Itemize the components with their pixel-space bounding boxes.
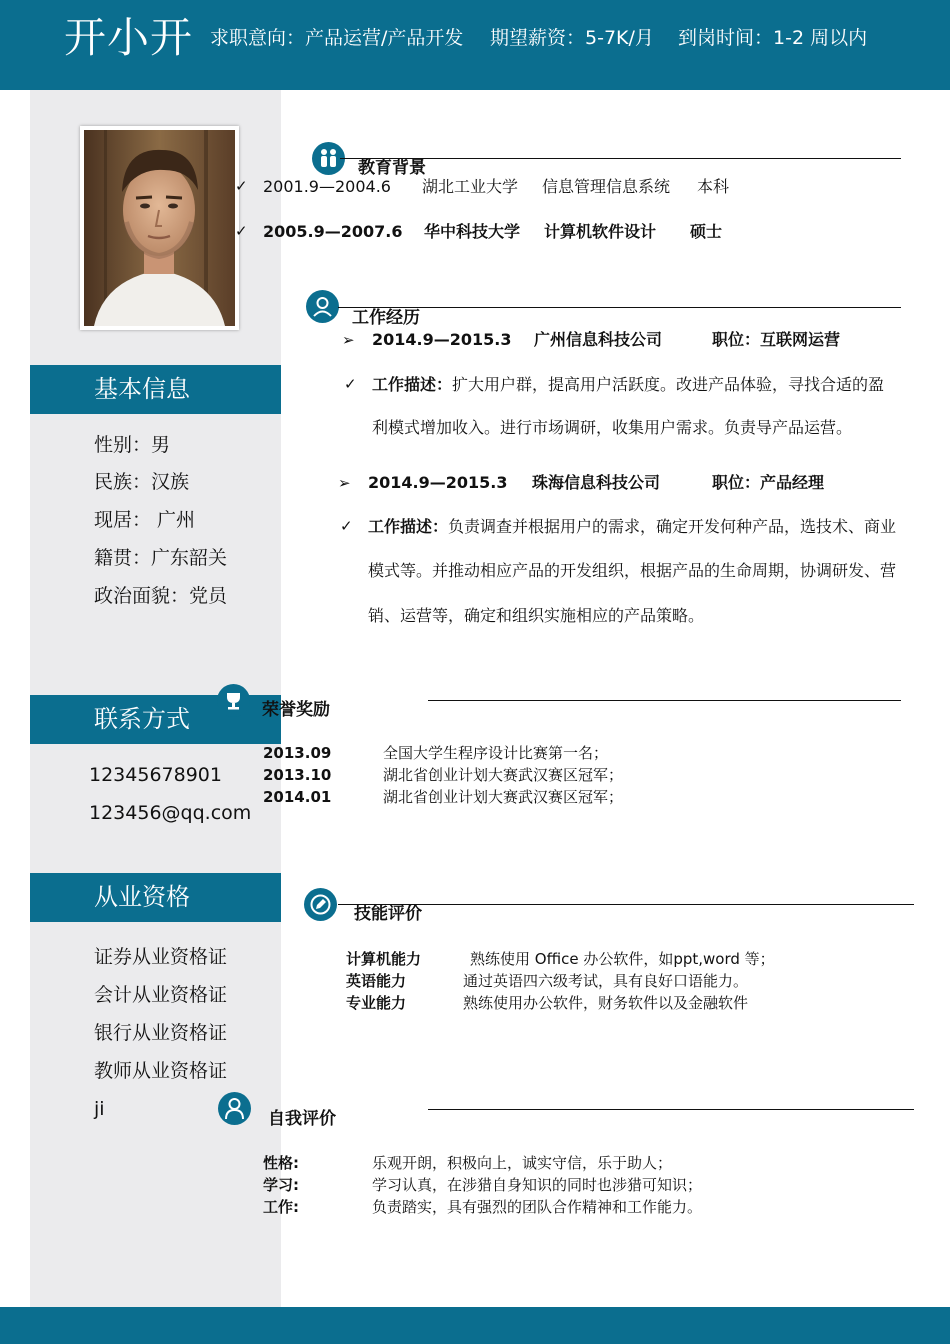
expected-salary: 期望薪资：5-7K/月 xyxy=(490,27,654,49)
job-description-line: 负责调查并根据用户的需求，确定开发何种产品，选技术、商业 xyxy=(448,517,897,536)
job-period: 2014.9—2015.3 xyxy=(372,330,512,349)
self-eval-text: 学习认真，在涉猎自身知识的同时也涉猎可知识； xyxy=(372,1176,703,1194)
basic-info-residence: 现居： 广州 xyxy=(94,509,196,531)
skill-text: 熟练使用办公软件，财务软件以及金融软件 xyxy=(463,994,749,1012)
basic-info-gender: 性别：男 xyxy=(94,434,171,456)
skills-title: 技能评价 xyxy=(354,904,422,924)
basic-info-political-status: 政治面貌：党员 xyxy=(94,585,228,607)
honor-text: 湖北省创业计划大赛武汉赛区冠军； xyxy=(383,766,624,784)
skill-label: 英语能力 xyxy=(346,972,407,990)
qualification-item: 会计从业资格证 xyxy=(94,984,228,1006)
contact-email: 123456@qq.com xyxy=(89,802,252,824)
qualifications-title: 从业资格 xyxy=(94,883,190,911)
skill-text: 通过英语四六级考试，具有良好口语能力。 xyxy=(463,972,749,990)
work-title: 工作经历 xyxy=(352,308,420,328)
job-description-label: 工作描述： xyxy=(372,375,453,394)
basic-info-hometown: 籍贯：广东韶关 xyxy=(94,547,228,569)
job-company: 珠海信息科技公司 xyxy=(532,473,661,492)
skill-label: 专业能力 xyxy=(346,994,407,1012)
briefcase-icon xyxy=(306,290,339,323)
user-icon xyxy=(218,1092,251,1125)
education-title: 教育背景 xyxy=(358,158,426,178)
skill-label: 计算机能力 xyxy=(346,950,422,968)
contact-phone: 12345678901 xyxy=(89,764,222,786)
job-description xyxy=(372,375,884,395)
candidate-name: 开小开 xyxy=(64,13,194,62)
check-mark: ✓ xyxy=(235,177,248,195)
honors-title: 荣誉奖励 xyxy=(262,700,330,720)
qualification-item: 银行从业资格证 xyxy=(94,1022,228,1044)
job-description-line: 模式等。并推动相应产品的开发组织，根据产品的生命周期，协调研发、营 xyxy=(368,561,897,580)
arrow-mark: ➢ xyxy=(342,331,355,349)
footer-bar xyxy=(0,1307,950,1344)
qualification-item: 证券从业资格证 xyxy=(94,946,228,968)
honor-text: 全国大学生程序设计比赛第一名； xyxy=(383,744,609,762)
job-company: 广州信息科技公司 xyxy=(534,330,663,349)
check-mark: ✓ xyxy=(235,222,248,240)
check-mark: ✓ xyxy=(340,517,353,535)
honors-divider xyxy=(428,700,901,701)
job-intent: 求职意向：产品运营/产品开发 xyxy=(210,27,464,49)
qualifications-header xyxy=(30,873,281,922)
honor-text: 湖北省创业计划大赛武汉赛区冠军； xyxy=(383,788,624,806)
self-eval-label: 学习: xyxy=(263,1176,299,1194)
self-eval-label: 性格: xyxy=(263,1154,299,1172)
job-description-label: 工作描述： xyxy=(368,517,449,536)
honor-date: 2013.10 xyxy=(263,766,332,784)
job-description-line: 销、运营等，确定和组织实施相应的产品策略。 xyxy=(368,606,705,625)
education-degree: 硕士 xyxy=(690,222,723,241)
skills-divider xyxy=(338,904,914,905)
education-divider xyxy=(340,158,901,159)
pencil-icon xyxy=(304,888,337,921)
contact-title: 联系方式 xyxy=(94,705,190,733)
availability: 到岗时间：1-2 周以内 xyxy=(678,27,868,49)
basic-info-title: 基本信息 xyxy=(94,375,190,403)
self-eval-text: 乐观开朗，积极向上，诚实守信，乐于助人； xyxy=(372,1154,673,1172)
education-major: 信息管理信息系统 xyxy=(542,177,671,196)
qualification-item: 教师从业资格证 xyxy=(94,1060,228,1082)
portrait-image xyxy=(84,130,235,326)
education-school: 华中科技大学 xyxy=(424,222,521,241)
education-period: 2005.9—2007.6 xyxy=(263,222,403,241)
job-position: 职位：产品经理 xyxy=(712,473,825,492)
job-period: 2014.9—2015.3 xyxy=(368,473,508,492)
honor-date: 2013.09 xyxy=(263,744,332,762)
basic-info-ethnicity: 民族：汉族 xyxy=(94,471,190,493)
basic-info-header xyxy=(30,365,281,414)
profile-photo xyxy=(80,126,239,330)
skill-text: 熟练使用 Office 办公软件，如ppt,word 等； xyxy=(470,950,775,968)
education-major: 计算机软件设计 xyxy=(544,222,657,241)
self-eval-text: 负责踏实，具有强烈的团队合作精神和工作能力。 xyxy=(372,1198,703,1216)
trophy-icon xyxy=(217,684,250,717)
job-position: 职位：互联网运营 xyxy=(712,330,841,349)
job-description-line: 扩大用户群，提高用户活跃度。改进产品体验，寻找合适的盈 xyxy=(452,375,885,394)
education-period: 2001.9—2004.6 xyxy=(263,177,391,196)
self-eval-title: 自我评价 xyxy=(268,1109,336,1129)
work-divider xyxy=(338,307,901,308)
honor-date: 2014.01 xyxy=(263,788,332,806)
check-mark: ✓ xyxy=(344,375,357,393)
qualification-item: ji xyxy=(94,1098,105,1120)
self-eval-label: 工作: xyxy=(263,1198,299,1216)
job-description-line: 利模式增加收入。进行市场调研，收集用户需求。负责导产品运营。 xyxy=(372,418,853,437)
arrow-mark: ➢ xyxy=(338,474,351,492)
education-degree: 本科 xyxy=(697,177,730,196)
self-eval-divider xyxy=(428,1109,914,1110)
job-description xyxy=(368,517,896,537)
header-bar xyxy=(0,0,950,90)
education-school: 湖北工业大学 xyxy=(422,177,519,196)
